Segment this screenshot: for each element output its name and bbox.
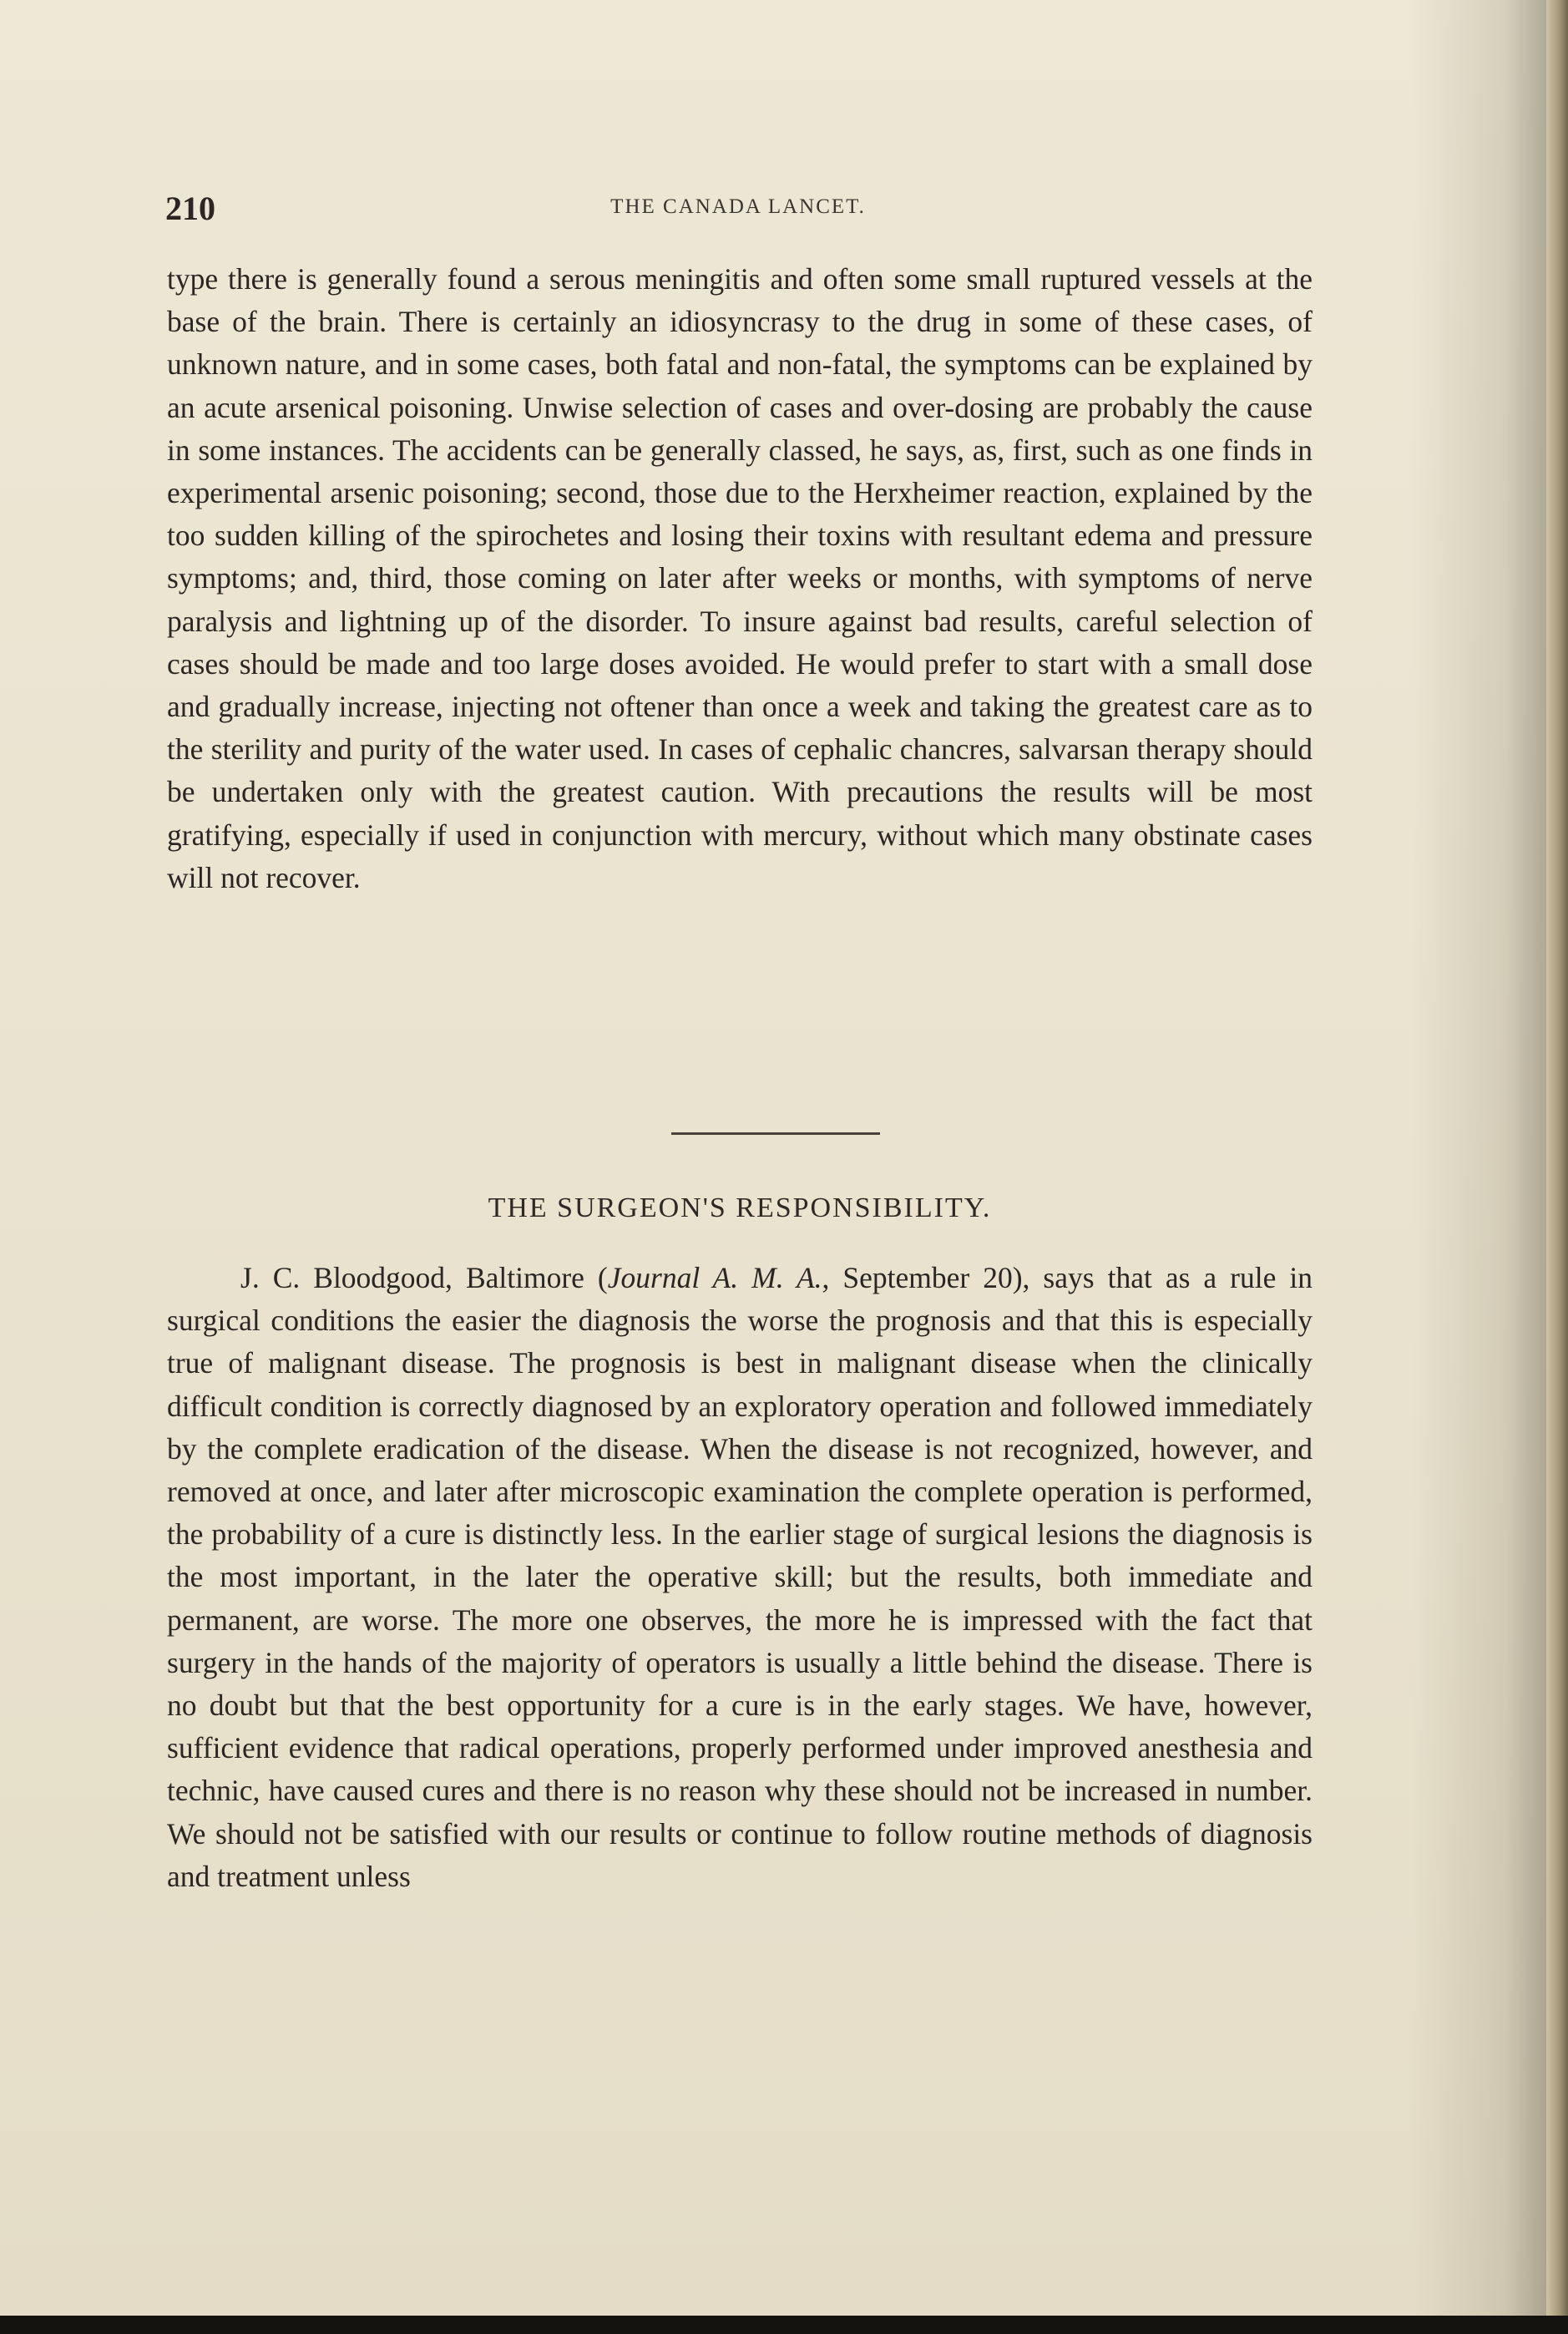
journal-citation: Journal A. M. A. [607, 1261, 822, 1294]
running-title: THE CANADA LANCET. [610, 195, 866, 218]
section-title: THE SURGEON'S RESPONSIBILITY. [488, 1192, 992, 1223]
surgeon-responsibility-article [167, 1257, 1313, 1898]
continued-paragraph: type there is generally found a serous meningitis and often some small ruptured vessels at the base of the brain. There is certainly an idiosyncrasy to the drug in some of these cases, of unknown nature, and in some cases, both fatal and non-fatal, the symptoms can be explained by an acute arsenical poisoning. Unwise selection of cases and over-dosing are probably the cause in some instances. The accidents can be generally classed, he says, as, first, such as one finds in experimental arsenic poisoning; second, those due to the Herxheimer reaction, explained by the too sudden killing of the spirochetes and losing their toxins with resultant edema and pressure symptoms; and, third, those coming on later after weeks or months, with symptoms of nerve paralysis and lightning up of the disorder. To insure against bad results, careful selection of cases should be made and too large doses avoided. He would prefer to start with a small dose and gradually increase, injecting not oftener than once a week and taking the greatest care as to the sterility and purity of the water used. In cases of cephalic chancres, salvarsan therapy should be undertaken only with the greatest caution. With precautions the results will be most gratifying, especially if used in conjunction with mercury, without which many obstinate cases will not recover. [167, 262, 1313, 894]
lead-author: J. C. Bloodgood, Baltimore ( [240, 1261, 608, 1294]
continued-article [167, 258, 1313, 899]
article-paragraph [167, 1257, 1313, 1898]
page-number: 210 [165, 190, 215, 227]
page-header [165, 185, 1311, 235]
article-body: , September 20), says that as a rule in surgical conditions the easier the diagnosis the worse the prognosis and that this is especially true of malignant disease. The prognosis is best in malignant disease when the clinically difficult condition is correctly diagnosed by an exploratory operation and followed immediately by the complete eradication of the disease. When the disease is not recognized, however, and removed at once, and later after microscopic examination the complete operation is performed, the probability of a cure is distinctly less. In the earlier stage of surgical lesions the diagnosis is the most important, in the later the operative skill; but the results, both immediate and permanent, are worse. The more one observes, the more he is impressed with the fact that surgery in the hands of the majority of operators is usually a little behind the disease. There is no doubt but that the best opportunity for a cure is in the early stages. We have, however, sufficient evidence that radical operations, properly performed under improved anesthesia and technic, have caused cures and there is no reason why these should not be increased in number. We should not be satisfied with our results or continue to follow routine methods of diagnosis and treatment unless [167, 1261, 1313, 1893]
section-divider [671, 1132, 880, 1135]
scan-bottom-edge [0, 2316, 1568, 2334]
binding-edge [1546, 0, 1568, 2334]
